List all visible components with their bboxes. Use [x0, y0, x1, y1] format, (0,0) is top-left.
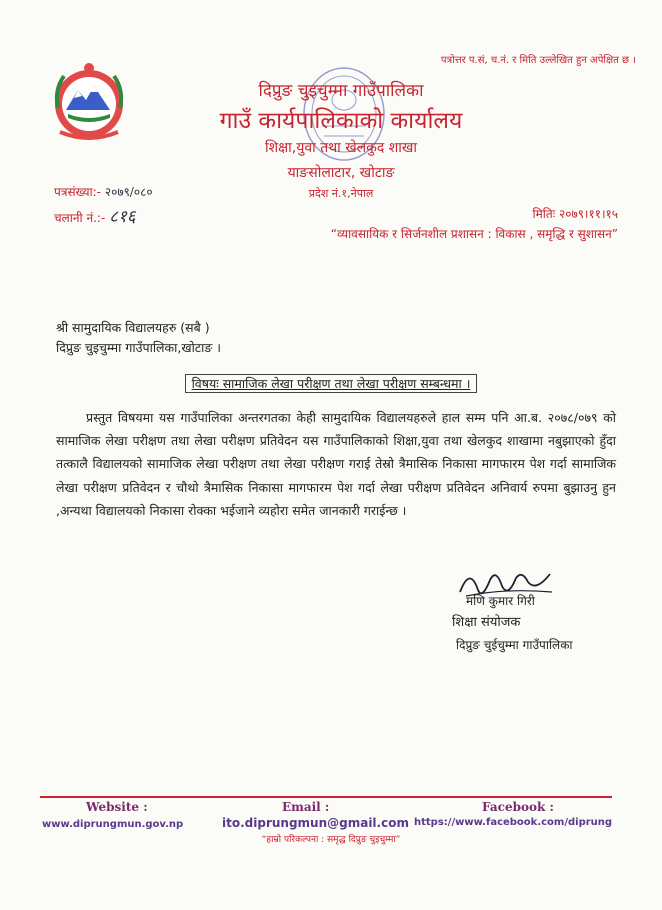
municipality-name: दिप्रुङ चुइचुम्मा गाउँपालिका: [258, 81, 424, 101]
website-link[interactable]: www.diprungmun.gov.np: [42, 819, 184, 830]
date-value: २०७९।११।१५: [558, 207, 618, 221]
office-slogan: “व्यावसायिक र सिर्जनशील प्रशासन : विकास , समृद्धि र सुशासन”: [330, 227, 618, 241]
letter-date: [532, 205, 618, 222]
letter-number-value: २०७९/०८०: [104, 185, 153, 199]
subject-text: विषयः सामाजिक लेखा परीक्षण तथा लेखा परीक्षण सम्बन्धमा ।: [185, 374, 478, 393]
letter-number-label: पत्रसंख्या:-: [54, 185, 102, 199]
subject-line: [0, 375, 662, 392]
section-name: शिक्षा,युवा तथा खेलकुद शाखा: [264, 140, 418, 156]
recipient-line-2: दिप्रुङ चुइचुम्मा गाउँपालिका,खोटाङ ।: [56, 340, 222, 355]
facebook-link[interactable]: https://www.facebook.com/diprung: [414, 817, 613, 828]
dispatch-number-value: ८१६: [109, 207, 136, 227]
province-name: प्रदेश नं.१,नेपाल: [308, 187, 374, 200]
recipient-line-1: श्री सामुदायिक विद्यालयहरु (सबै ): [56, 320, 210, 335]
signatory-office: दिप्रुङ चुईचुम्मा गाउँपालिका: [456, 638, 573, 652]
signatory-title: शिक्षा संयोजक: [452, 615, 521, 630]
letter-number: [54, 183, 153, 200]
facebook-label: Facebook :: [482, 800, 554, 814]
office-location: याङसोलाटार, खोटाङ: [287, 165, 395, 181]
date-label: मितिः: [532, 207, 556, 221]
email-label: Email :: [282, 800, 330, 814]
footer-motto: “हाम्रो परिकल्पना : समृद्ध दिप्रुङ चुइचुम्मा”: [261, 835, 401, 845]
letter-body: प्रस्तुत विषयमा यस गाउँपालिका अन्तरगतका केही सामुदायिक विद्यालयहरुले हाल सम्म पनि आ.ब. २०७८/०७९ को सामाजिक लेखा परीक्षण तथा लेखा परीक्षण प्रतिवेदन यस गाउँपालिकाको शिक्षा,युवा तथा खेलकुद शाखामा नबुझाएको हुँदा तत्काल‍ै विद्यालयको सामाजिक लेखा परीक्षण तथा लेखा परीक्षण गराई तेस्रो त्रैमासिक निकासा मागफारम पेश गर्दा सामाजिक लेखा परीक्षण प्रतिवेदन र चौथो त्रैमासिक निकासा मागफारम पेश गर्दा लेखा परीक्षण प्रतिवेदन अनिवार्य रुपमा बुझाउनु हुन ,अन्यथा विद्यालयको निकासा रोक्का भईजाने व्यहोरा समेत जानकारी गराईन्छ ।: [56, 410, 616, 518]
dispatch-number-label: चलानी नं.:-: [54, 211, 106, 225]
dispatch-number: [54, 204, 136, 227]
website-label: Website :: [86, 800, 148, 814]
reply-notice: पत्रोत्तर प.सं, च.नं. र मिति उल्लेखित हुन अपेक्षित छ ।: [440, 55, 636, 66]
footer-divider: [40, 796, 612, 798]
signatory-name: मणि कुमार गिरी: [466, 594, 535, 608]
office-name: गाउँ कार्यपालिकाको कार्यालय: [219, 108, 463, 134]
email-link[interactable]: ito.diprungmun@gmail.com: [222, 816, 409, 830]
